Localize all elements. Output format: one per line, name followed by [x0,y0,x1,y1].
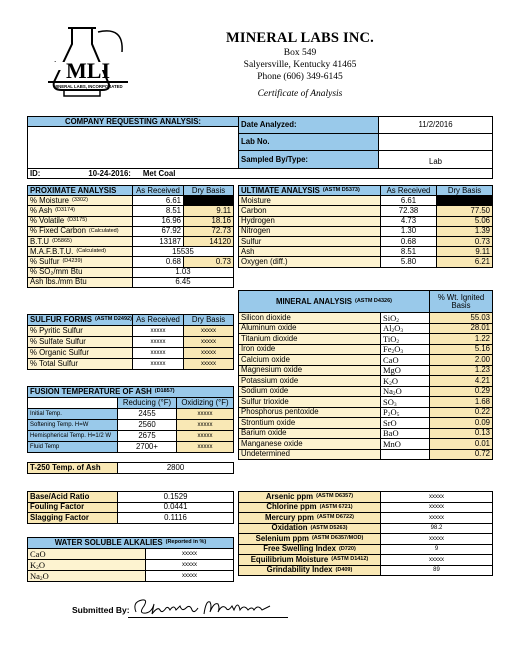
formula-part: O [390,407,397,417]
chemical-formula [383,419,397,428]
mineral-row-label: Titanium dioxide [238,333,381,345]
trace-row-label [238,565,381,577]
formula-part: Fe [383,344,392,354]
proximate-title-text: PROXIMATE ANALYSIS [30,185,117,195]
alkalies-title-text: WATER SOLUBLE ALKALIES [54,538,163,548]
col-dry-basis: Dry Basis [436,185,493,196]
col-reducing: Reducing (°F) [117,397,177,409]
trace-label-text: Arsenic ppm [265,491,314,501]
proximate-row-value: 6.45 [132,277,234,288]
proximate-row-dry: 0.73 [183,256,234,267]
mineral-method: (ASTM D4326) [354,297,392,304]
proximate-row-received: 67.92 [132,226,184,237]
ultimate-row-label: Sulfur [238,236,381,247]
ratio-value: 0.1529 [117,491,234,503]
row-method: (Calculated) [76,248,106,255]
trace-row-value: xxxxx [380,512,493,524]
row-method: (Calculated) [88,227,119,234]
alkalies-method: (Reported in %) [165,539,207,546]
trace-method: (D720) [338,545,356,552]
row-method: (3302) [72,197,88,204]
sulfur-row-dry: xxxxx [183,325,234,337]
ultimate-row-label: Carbon [238,205,381,216]
fusion-row-label: Fluid Temp [27,441,118,453]
sulfur-row-received: xxxxx [132,336,184,348]
trace-method: (ASTM 6721) [319,503,353,510]
proximate-row-dry: 15535 [132,246,234,257]
formula-subscript: 3 [400,349,404,355]
sulfur-row-label: % Organic Sulfur [27,347,133,359]
ultimate-row-received: 5.80 [380,256,437,267]
fusion-row-label: Softening Temp. H=W [27,419,118,431]
trace-method: (ASTM D6722) [316,514,354,520]
formula-part: O [38,559,46,570]
row-method: (D3174) [55,207,75,214]
company-name: MINERAL LABS INC. [225,30,375,46]
proximate-row-dry: 9.11 [183,205,234,216]
mineral-row-value: 0.72 [429,449,493,461]
trace-row-value: 89 [380,565,493,577]
sulfur-row-received: xxxxx [132,358,184,370]
formula-part: O [42,570,49,581]
chemical-formula [30,561,45,570]
trace-row-value: 9 [380,544,493,556]
trace-row-value: xxxxx [380,502,493,514]
col-as-received: As Received [132,185,184,196]
fusion-method: (D1857) [154,388,175,395]
mineral-row-label: Potassium oxide [238,375,381,387]
formula-part: O [394,323,401,333]
ultimate-row-received: 72.38 [380,205,437,216]
formula-part: MgO [383,365,401,375]
trace-label-text: Free Swelling Index [263,544,336,554]
col-as-received: As Received [380,185,437,196]
chemical-formula [30,572,49,581]
sulfur-row-received: xxxxx [132,347,184,359]
chemical-formula [383,440,401,449]
signature-image [130,596,280,618]
formula-part: O [391,375,399,386]
date-analyzed-value: 11/2/2016 [378,116,493,134]
proximate-row-received: 0.68 [132,256,184,267]
proximate-row-received: 6.61 [132,195,184,206]
fusion-title-text: FUSION TEMPERATURE OF ASH [30,387,152,397]
alkali-value: xxxxx [145,570,234,582]
formula-part: O [394,344,401,354]
formula-subscript: 2 [36,564,39,571]
mineral-row-value: 1.22 [429,333,493,345]
formula-subscript: 3 [400,328,404,334]
proximate-row-received: 8.51 [132,205,184,216]
trace-method: (ASTM D6357) [316,493,354,499]
formula-part: TiO [383,333,397,344]
sulfur-row-dry: xxxxx [183,336,234,348]
trace-label-text: Equilibrium Moisture [250,554,329,564]
formula-part: SrO [383,417,397,428]
row-label-text: % Moisture [30,195,69,205]
alkali-formula [27,570,146,582]
chemical-formula [383,387,402,396]
chemical-formula [383,377,398,386]
ultimate-row-label: Hydrogen [238,216,381,227]
proximate-row-dry: 18.16 [183,216,234,227]
formula-part: CaO [30,548,46,559]
row-label-text: % SO₂/mm Btu [30,267,83,277]
fusion-row-oxidizing: xxxxx [176,430,234,442]
mineral-row-value: 55.03 [429,312,493,324]
fusion-row-label: Hemispherical Temp. H=1/2 W [27,430,118,442]
formula-part: O [395,386,402,396]
sulfur-title-text: SULFUR FORMS [30,315,92,325]
ratio-value: 0.0441 [117,502,234,514]
proximate-row-dry: 14120 [183,236,234,247]
formula-part: P [383,407,388,417]
ultimate-row-received: 1.30 [380,226,437,237]
mineral-row-value: 28.01 [429,323,493,335]
alkali-value: xxxxx [145,559,234,571]
sulfur-row-dry: xxxxx [183,358,234,370]
mineral-row-value: 0.13 [429,428,493,440]
lab-no-label: Lab No. [238,133,379,151]
trace-label-text: Grindability Index [266,565,333,575]
mineral-row-label: Iron oxide [238,344,381,356]
trace-row-value: xxxxx [380,491,493,503]
chemical-formula [383,356,399,365]
svg-text:MLI: MLI [66,58,110,83]
formula-part: BaO [383,428,399,438]
mineral-row-label: Manganese oxide [238,438,381,450]
fusion-row-oxidizing: xxxxx [176,441,234,453]
trace-method: (ASTM D5263) [310,524,348,531]
t250-value: 2800 [117,462,234,474]
row-label-text: M.A.F.B.T.U. [30,246,74,256]
row-label-text: Ash lbs./mm Btu [30,277,87,287]
formula-subscript: 2 [39,575,43,582]
formula-subscript: 2 [391,349,395,355]
col-as-received: As Received [132,314,184,326]
mineral-row-label: Sodium oxide [238,386,381,398]
ultimate-row-dry: 1.39 [436,226,493,237]
mineral-row-value: 5.16 [429,344,493,356]
fusion-row-oxidizing: xxxxx [176,408,234,420]
fusion-row-reducing: 2675 [117,430,177,442]
col-dry-basis: Dry Basis [183,185,234,196]
formula-subscript: 5 [396,412,400,418]
mli-logo [42,22,134,100]
proximate-row-received: 13187 [132,236,184,247]
formula-part: K [30,559,37,570]
mineral-row-value: 2.00 [429,354,493,366]
id-label: ID: [30,168,41,178]
formula-part: MnO [383,438,401,449]
mineral-title [238,290,430,313]
row-method: (D5865) [52,237,72,244]
ultimate-row-received: 0.68 [380,236,437,247]
trace-method: (D409) [335,566,353,573]
mineral-row-value: 0.01 [429,438,493,450]
company-requesting-box [27,126,239,169]
ultimate-row-dry: 0.73 [436,236,493,247]
row-label-text: % Ash [30,206,53,216]
ultimate-row-dry: 6.21 [436,256,493,267]
submitted-by-label: Submitted By: [72,605,130,615]
chemical-formula [383,314,399,323]
id-row [27,168,493,179]
formula-subscript: 2 [387,412,391,418]
mineral-row-label: Strontium oxide [238,417,381,429]
row-label-text: B.T.U [30,236,50,246]
formula-part: Na [30,570,40,581]
mineral-row-label: Undetermined [238,449,381,461]
mineral-row-label: Phosphorus pentoxide [238,407,381,419]
date-analyzed-label: Date Analyzed: [238,116,379,134]
chemical-formula [30,550,46,559]
chemical-formula [383,398,397,407]
t250-label: T-250 Temp. of Ash [27,462,118,474]
sulfur-row-dry: xxxxx [183,347,234,359]
certificate-title: Certificate of Analysis [257,89,343,99]
mineral-row-value: 0.29 [429,386,493,398]
formula-subscript: 2 [389,380,392,387]
fusion-row-reducing: 2455 [117,408,177,420]
chemical-formula [383,345,403,354]
alkali-value: xxxxx [145,548,234,560]
ratio-label: Base/Acid Ratio [27,491,118,503]
ultimate-row-label: Ash [238,246,381,257]
col-wt-ignited-basis: % Wt. Ignited Basis [429,290,493,313]
proximate-row-dry: 72.73 [183,226,234,237]
ultimate-row-dry: 77.50 [436,205,493,216]
sampled-by-value: Lab [378,150,493,169]
trace-label-text: Selenium ppm [255,533,309,543]
sulfur-row-received: xxxxx [132,325,184,337]
mineral-row-label: Barium oxide [238,428,381,440]
row-label-text: % Sulfur [30,257,60,267]
sampled-by-label: Sampled By/Type: [238,150,379,169]
letterhead [150,30,450,99]
chemical-formula [383,408,399,417]
fusion-row-label: Initial Temp. [27,408,118,420]
ratio-value: 0.1116 [117,512,234,524]
mineral-row-value: 4.21 [429,375,493,387]
id-value: 10-24-2016: [88,168,131,178]
mineral-row-label: Magnesium oxide [238,365,381,377]
trace-label-text: Oxidation [271,523,308,533]
chemical-formula [383,324,403,333]
sulfur-method: (ASTM D2492) [94,316,132,323]
mineral-row-label: Sulfur trioxide [238,396,381,408]
proximate-row-received: 16.96 [132,216,184,227]
formula-subscript: 2 [396,317,399,324]
ultimate-row-received: 4.73 [380,216,437,227]
lab-no-value [378,133,493,151]
company-requesting-header: COMPANY REQUESTING ANALYSIS: [27,116,239,127]
ultimate-row-label: Nitrogen [238,226,381,237]
mineral-row-label: Silicon dioxide [238,312,381,324]
mineral-title-text: MINERAL ANALYSIS [276,296,352,306]
trace-row-value: xxxxx [380,533,493,545]
formula-part: Al [383,323,392,333]
ratio-label: Slagging Factor [27,512,118,524]
sulfur-row-label: % Pyritic Sulfur [27,325,133,337]
ultimate-row-received: 6.61 [380,195,437,206]
row-label-text: % Volatile [30,216,65,226]
signature-line [128,617,288,618]
sulfur-row-label: % Sulfate Sulfur [27,336,133,348]
ultimate-row-received: 8.51 [380,246,437,257]
chemical-formula [383,366,401,375]
row-method: (D3175) [67,217,88,224]
address-line-2: Salyersville, Kentucky 41465 [243,60,357,70]
fusion-row-reducing: 2700+ [117,441,177,453]
row-method: (D4239) [62,258,83,265]
mineral-row-label: Calcium oxide [238,354,381,366]
ratio-label: Fouling Factor [27,502,118,514]
row-label-text: % Fixed Carbon [30,226,86,236]
formula-subscript: 3 [393,401,397,408]
formula-part: K [383,375,390,386]
trace-method: (ASTM D1412) [331,556,369,562]
chemical-formula [383,429,399,438]
mineral-row-value: 0.09 [429,417,493,429]
trace-method: (ASTM D6357/MOD) [311,535,364,541]
fusion-row-oxidizing: xxxxx [176,419,234,431]
trace-label-text: Chlorine ppm [266,502,317,512]
svg-text:MINERAL LABS, INCORPORATED: MINERAL LABS, INCORPORATED [53,84,123,89]
address-line-1: Box 549 [283,48,317,58]
col-oxidizing: Oxidizing (°F) [176,397,234,409]
id-type: Met Coal [142,168,176,178]
ultimate-row-dry: 5.06 [436,216,493,227]
proximate-row-value: 1.03 [132,267,234,278]
trace-label-text: Mercury ppm [265,512,314,522]
formula-subscript: 2 [391,328,395,334]
trace-row-value: xxxxx [380,554,493,566]
ultimate-title-text: ULTIMATE ANALYSIS [241,185,320,195]
mineral-row-label: Aluminum oxide [238,323,381,335]
sulfur-row-label: % Total Sulfur [27,358,133,370]
phone: Phone (606) 349-6145 [257,72,343,82]
formula-part: Na [383,386,393,396]
proximate-row-label [27,277,133,288]
mineral-row-value: 1.23 [429,365,493,377]
formula-subscript: 2 [396,338,400,345]
ultimate-row-label: Moisture [238,195,381,206]
formula-part: CaO [383,354,399,365]
formula-part: SO [383,396,394,407]
mineral-row-formula [380,449,430,461]
ultimate-method: (ASTM D5373) [322,186,360,193]
col-dry-basis: Dry Basis [183,314,234,326]
formula-subscript: 2 [392,391,396,397]
chemical-formula [383,335,399,344]
mineral-row-value: 0.22 [429,407,493,419]
ultimate-row-dry: 9.11 [436,246,493,257]
fusion-row-reducing: 2560 [117,419,177,431]
formula-part: SiO [383,312,397,323]
mineral-row-value: 1.68 [429,396,493,408]
ultimate-row-label: Oxygen (diff.) [238,256,381,267]
trace-row-value: 98.2 [380,523,493,535]
